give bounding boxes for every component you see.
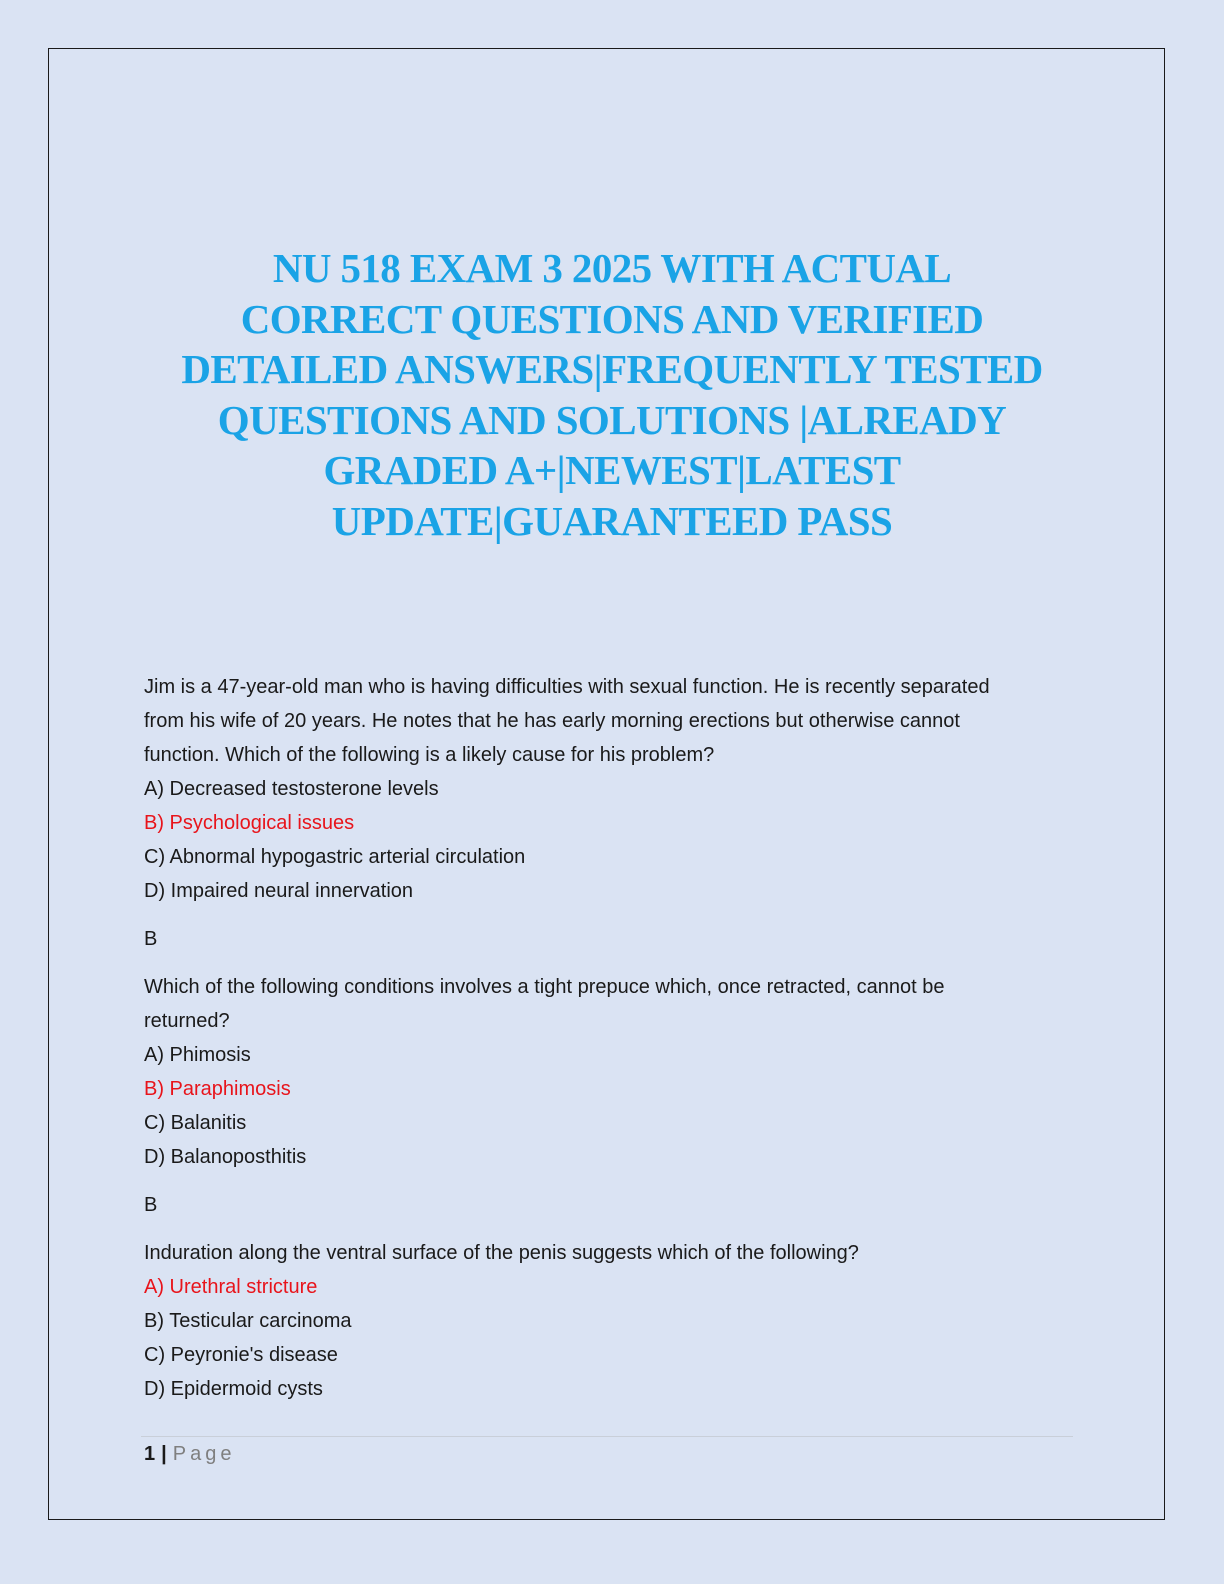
option-c: C) Peyronie's disease xyxy=(144,1344,338,1366)
question-1 xyxy=(144,670,1074,956)
answer-key: B xyxy=(144,1194,158,1216)
question-text-line: function. Which of the following is a likely cause for his problem? xyxy=(144,744,715,766)
option-c: C) Balanitis xyxy=(144,1112,247,1134)
option-c: C) Abnormal hypogastric arterial circulation xyxy=(144,846,526,868)
question-text-line: Which of the following conditions involves a tight prepuce which, once retracted, cannot be xyxy=(144,976,945,998)
question-2 xyxy=(144,970,1074,1222)
page-footer xyxy=(144,1440,235,1468)
footer-divider xyxy=(141,1436,1073,1437)
option-a-correct: A) Urethral stricture xyxy=(144,1276,318,1298)
title-line: UPDATE|GUARANTEED PASS xyxy=(331,497,893,544)
title-line: GRADED A+|NEWEST|LATEST xyxy=(323,447,901,493)
title-line: QUESTIONS AND SOLUTIONS |ALREADY xyxy=(217,396,1007,443)
title-line: CORRECT QUESTIONS AND VERIFIED xyxy=(240,295,984,342)
option-d: D) Balanoposthitis xyxy=(144,1146,307,1168)
question-text-line: Induration along the ventral surface of the penis suggests which of the following? xyxy=(144,1242,859,1264)
question-text-line: returned? xyxy=(144,1010,230,1032)
option-d: D) Epidermoid cysts xyxy=(144,1378,323,1400)
answer-key: B xyxy=(144,928,158,950)
page-number: 1 xyxy=(144,1443,156,1465)
option-a: A) Decreased testosterone levels xyxy=(144,778,439,800)
option-b-correct: B) Paraphimosis xyxy=(144,1078,291,1100)
page-label: Page xyxy=(172,1443,236,1465)
option-d: D) Impaired neural innervation xyxy=(144,880,414,902)
question-text-line: from his wife of 20 years. He notes that he has early morning erections but otherwise cannot xyxy=(144,710,960,732)
footer-separator: | xyxy=(161,1443,167,1465)
title-line: NU 518 EXAM 3 2025 WITH ACTUAL xyxy=(272,245,952,291)
option-a: A) Phimosis xyxy=(144,1044,251,1066)
title-line: DETAILED ANSWERS|FREQUENTLY TESTED xyxy=(181,346,1043,392)
document-title xyxy=(110,243,1114,546)
option-b: B) Testicular carcinoma xyxy=(144,1310,352,1332)
option-b-correct: B) Psychological issues xyxy=(144,812,355,834)
question-text-line: Jim is a 47-year-old man who is having difficulties with sexual function. He is recently separated xyxy=(144,676,990,698)
question-3 xyxy=(144,1236,1074,1406)
questions-content xyxy=(144,670,1074,1406)
